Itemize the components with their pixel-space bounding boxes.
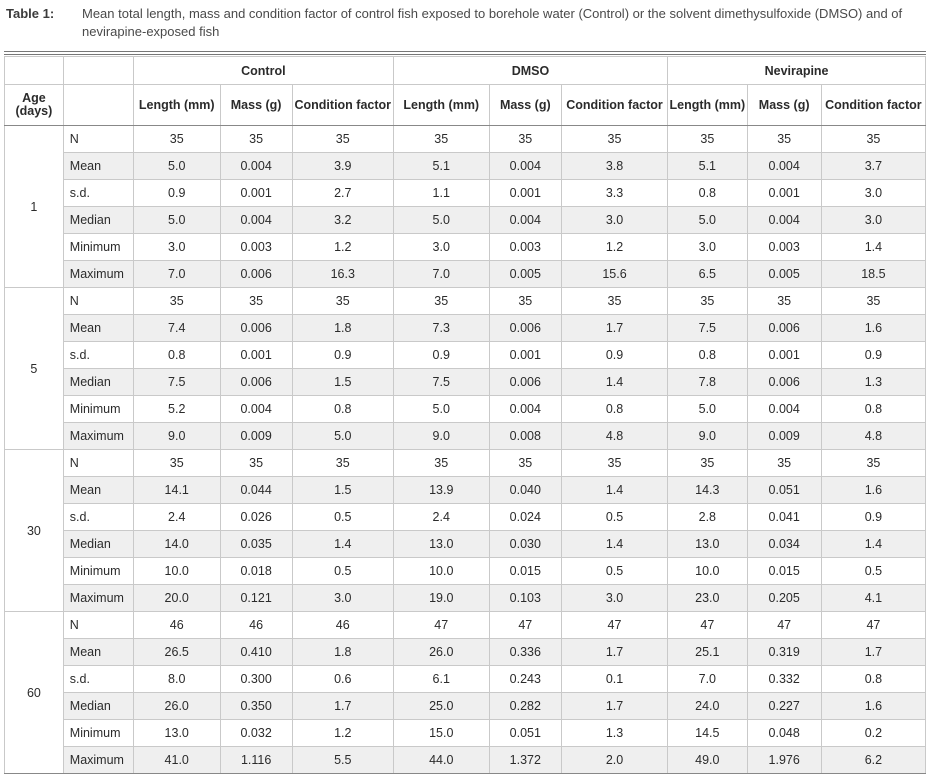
age-header: Age (days) bbox=[5, 85, 64, 126]
table-row bbox=[5, 747, 926, 774]
table-row bbox=[5, 207, 926, 234]
value-cell: 14.0 bbox=[133, 531, 220, 558]
value-cell: 47 bbox=[561, 612, 667, 639]
value-cell: 47 bbox=[393, 612, 489, 639]
value-cell: 14.3 bbox=[668, 477, 747, 504]
value-cell: 7.0 bbox=[133, 261, 220, 288]
value-cell: 35 bbox=[561, 126, 667, 153]
table-row bbox=[5, 261, 926, 288]
table-row bbox=[5, 423, 926, 450]
stat-label: Mean bbox=[63, 153, 133, 180]
value-cell: 0.9 bbox=[292, 342, 393, 369]
value-cell: 0.103 bbox=[489, 585, 561, 612]
table-row bbox=[5, 585, 926, 612]
value-cell: 1.2 bbox=[292, 720, 393, 747]
value-cell: 0.319 bbox=[747, 639, 821, 666]
value-cell: 0.006 bbox=[747, 369, 821, 396]
value-cell: 2.8 bbox=[668, 504, 747, 531]
value-cell: 46 bbox=[220, 612, 292, 639]
stat-label: Mean bbox=[63, 639, 133, 666]
value-cell: 1.7 bbox=[561, 315, 667, 342]
value-cell: 26.0 bbox=[133, 693, 220, 720]
value-cell: 0.004 bbox=[220, 396, 292, 423]
stat-label: Minimum bbox=[63, 234, 133, 261]
value-cell: 0.026 bbox=[220, 504, 292, 531]
value-cell: 0.009 bbox=[747, 423, 821, 450]
value-cell: 35 bbox=[489, 288, 561, 315]
value-cell: 1.4 bbox=[292, 531, 393, 558]
value-cell: 10.0 bbox=[668, 558, 747, 585]
table-row bbox=[5, 180, 926, 207]
value-cell: 3.0 bbox=[561, 207, 667, 234]
value-cell: 35 bbox=[561, 450, 667, 477]
value-cell: 46 bbox=[292, 612, 393, 639]
value-cell: 0.006 bbox=[220, 261, 292, 288]
value-cell: 4.1 bbox=[821, 585, 925, 612]
stat-label: N bbox=[63, 612, 133, 639]
age-cell: 60 bbox=[5, 612, 64, 774]
value-cell: 15.6 bbox=[561, 261, 667, 288]
value-cell: 0.040 bbox=[489, 477, 561, 504]
column-header: Condition factor bbox=[821, 85, 925, 126]
stat-label: Maximum bbox=[63, 261, 133, 288]
stat-label: Maximum bbox=[63, 585, 133, 612]
value-cell: 0.2 bbox=[821, 720, 925, 747]
table-row bbox=[5, 153, 926, 180]
value-cell: 0.8 bbox=[561, 396, 667, 423]
value-cell: 0.024 bbox=[489, 504, 561, 531]
value-cell: 2.4 bbox=[393, 504, 489, 531]
value-cell: 7.3 bbox=[393, 315, 489, 342]
value-cell: 0.015 bbox=[489, 558, 561, 585]
value-cell: 3.0 bbox=[561, 585, 667, 612]
value-cell: 5.0 bbox=[393, 207, 489, 234]
table-row bbox=[5, 477, 926, 504]
value-cell: 8.0 bbox=[133, 666, 220, 693]
value-cell: 3.0 bbox=[821, 207, 925, 234]
value-cell: 0.9 bbox=[821, 342, 925, 369]
table-row bbox=[5, 639, 926, 666]
value-cell: 0.044 bbox=[220, 477, 292, 504]
column-header: Length (mm) bbox=[133, 85, 220, 126]
value-cell: 0.5 bbox=[292, 558, 393, 585]
value-cell: 2.7 bbox=[292, 180, 393, 207]
value-cell: 3.0 bbox=[821, 180, 925, 207]
top-rule-1 bbox=[4, 51, 926, 52]
value-cell: 1.6 bbox=[821, 477, 925, 504]
table-row bbox=[5, 234, 926, 261]
table-row bbox=[5, 288, 926, 315]
value-cell: 0.034 bbox=[747, 531, 821, 558]
stat-label: Mean bbox=[63, 315, 133, 342]
value-cell: 35 bbox=[668, 288, 747, 315]
value-cell: 5.5 bbox=[292, 747, 393, 774]
column-header: Length (mm) bbox=[393, 85, 489, 126]
value-cell: 1.3 bbox=[561, 720, 667, 747]
value-cell: 5.0 bbox=[133, 153, 220, 180]
value-cell: 0.001 bbox=[747, 342, 821, 369]
value-cell: 0.004 bbox=[489, 207, 561, 234]
value-cell: 0.006 bbox=[747, 315, 821, 342]
column-header: Mass (g) bbox=[220, 85, 292, 126]
value-cell: 0.003 bbox=[220, 234, 292, 261]
value-cell: 1.1 bbox=[393, 180, 489, 207]
value-cell: 1.4 bbox=[561, 477, 667, 504]
value-cell: 35 bbox=[821, 288, 925, 315]
value-cell: 0.243 bbox=[489, 666, 561, 693]
top-rule-2 bbox=[4, 54, 926, 55]
value-cell: 1.4 bbox=[821, 531, 925, 558]
value-cell: 5.1 bbox=[668, 153, 747, 180]
stat-label: s.d. bbox=[63, 666, 133, 693]
value-cell: 0.051 bbox=[489, 720, 561, 747]
value-cell: 35 bbox=[821, 450, 925, 477]
value-cell: 0.9 bbox=[821, 504, 925, 531]
value-cell: 5.2 bbox=[133, 396, 220, 423]
value-cell: 47 bbox=[668, 612, 747, 639]
table-row bbox=[5, 315, 926, 342]
value-cell: 1.6 bbox=[821, 315, 925, 342]
value-cell: 0.004 bbox=[489, 396, 561, 423]
group-header-dmso: DMSO bbox=[393, 57, 667, 85]
value-cell: 23.0 bbox=[668, 585, 747, 612]
value-cell: 1.7 bbox=[821, 639, 925, 666]
value-cell: 0.005 bbox=[489, 261, 561, 288]
value-cell: 3.0 bbox=[292, 585, 393, 612]
stat-label: Minimum bbox=[63, 396, 133, 423]
value-cell: 1.7 bbox=[292, 693, 393, 720]
value-cell: 1.7 bbox=[561, 693, 667, 720]
value-cell: 1.6 bbox=[821, 693, 925, 720]
value-cell: 0.004 bbox=[489, 153, 561, 180]
value-cell: 7.5 bbox=[668, 315, 747, 342]
value-cell: 7.5 bbox=[393, 369, 489, 396]
value-cell: 4.8 bbox=[821, 423, 925, 450]
stat-label: s.d. bbox=[63, 342, 133, 369]
value-cell: 0.1 bbox=[561, 666, 667, 693]
value-cell: 35 bbox=[220, 288, 292, 315]
value-cell: 1.4 bbox=[821, 234, 925, 261]
value-cell: 0.336 bbox=[489, 639, 561, 666]
value-cell: 0.006 bbox=[489, 369, 561, 396]
value-cell: 1.372 bbox=[489, 747, 561, 774]
value-cell: 35 bbox=[133, 126, 220, 153]
value-cell: 46 bbox=[133, 612, 220, 639]
value-cell: 13.0 bbox=[133, 720, 220, 747]
value-cell: 0.5 bbox=[561, 504, 667, 531]
value-cell: 13.0 bbox=[393, 531, 489, 558]
value-cell: 0.003 bbox=[489, 234, 561, 261]
value-cell: 6.1 bbox=[393, 666, 489, 693]
value-cell: 4.8 bbox=[561, 423, 667, 450]
value-cell: 41.0 bbox=[133, 747, 220, 774]
value-cell: 3.3 bbox=[561, 180, 667, 207]
value-cell: 25.0 bbox=[393, 693, 489, 720]
stat-label: s.d. bbox=[63, 180, 133, 207]
value-cell: 35 bbox=[220, 450, 292, 477]
value-cell: 0.9 bbox=[561, 342, 667, 369]
value-cell: 13.0 bbox=[668, 531, 747, 558]
value-cell: 35 bbox=[747, 126, 821, 153]
value-cell: 3.0 bbox=[133, 234, 220, 261]
value-cell: 10.0 bbox=[133, 558, 220, 585]
stat-label: N bbox=[63, 126, 133, 153]
table-row bbox=[5, 666, 926, 693]
value-cell: 0.8 bbox=[668, 342, 747, 369]
value-cell: 35 bbox=[292, 288, 393, 315]
value-cell: 1.5 bbox=[292, 369, 393, 396]
value-cell: 35 bbox=[133, 288, 220, 315]
value-cell: 35 bbox=[393, 450, 489, 477]
age-cell: 5 bbox=[5, 288, 64, 450]
value-cell: 5.0 bbox=[668, 207, 747, 234]
value-cell: 26.5 bbox=[133, 639, 220, 666]
table-row bbox=[5, 126, 926, 153]
value-cell: 1.2 bbox=[561, 234, 667, 261]
value-cell: 7.0 bbox=[668, 666, 747, 693]
value-cell: 0.282 bbox=[489, 693, 561, 720]
value-cell: 35 bbox=[668, 450, 747, 477]
value-cell: 14.5 bbox=[668, 720, 747, 747]
column-header: Mass (g) bbox=[747, 85, 821, 126]
column-header: Length (mm) bbox=[668, 85, 747, 126]
value-cell: 1.8 bbox=[292, 315, 393, 342]
bottom-rule bbox=[4, 773, 926, 774]
value-cell: 15.0 bbox=[393, 720, 489, 747]
value-cell: 5.0 bbox=[393, 396, 489, 423]
value-cell: 3.7 bbox=[821, 153, 925, 180]
value-cell: 35 bbox=[747, 288, 821, 315]
value-cell: 0.5 bbox=[292, 504, 393, 531]
stat-label: N bbox=[63, 450, 133, 477]
stat-label: Median bbox=[63, 531, 133, 558]
value-cell: 0.5 bbox=[561, 558, 667, 585]
value-cell: 0.006 bbox=[489, 315, 561, 342]
value-cell: 7.4 bbox=[133, 315, 220, 342]
group-header-row bbox=[5, 57, 926, 85]
value-cell: 35 bbox=[489, 126, 561, 153]
value-cell: 9.0 bbox=[133, 423, 220, 450]
table-row bbox=[5, 531, 926, 558]
value-cell: 24.0 bbox=[668, 693, 747, 720]
value-cell: 6.5 bbox=[668, 261, 747, 288]
value-cell: 0.410 bbox=[220, 639, 292, 666]
value-cell: 3.2 bbox=[292, 207, 393, 234]
value-cell: 47 bbox=[747, 612, 821, 639]
value-cell: 0.205 bbox=[747, 585, 821, 612]
value-cell: 3.0 bbox=[668, 234, 747, 261]
table-row bbox=[5, 504, 926, 531]
value-cell: 14.1 bbox=[133, 477, 220, 504]
table-row bbox=[5, 369, 926, 396]
value-cell: 0.300 bbox=[220, 666, 292, 693]
value-cell: 5.1 bbox=[393, 153, 489, 180]
table-row bbox=[5, 720, 926, 747]
value-cell: 1.5 bbox=[292, 477, 393, 504]
stat-label: s.d. bbox=[63, 504, 133, 531]
value-cell: 0.001 bbox=[220, 180, 292, 207]
value-cell: 5.0 bbox=[668, 396, 747, 423]
value-cell: 0.035 bbox=[220, 531, 292, 558]
stat-label: Median bbox=[63, 207, 133, 234]
value-cell: 35 bbox=[393, 126, 489, 153]
value-cell: 47 bbox=[489, 612, 561, 639]
value-cell: 16.3 bbox=[292, 261, 393, 288]
blank-header bbox=[5, 57, 64, 85]
value-cell: 0.015 bbox=[747, 558, 821, 585]
value-cell: 3.9 bbox=[292, 153, 393, 180]
value-cell: 0.227 bbox=[747, 693, 821, 720]
value-cell: 3.8 bbox=[561, 153, 667, 180]
value-cell: 3.0 bbox=[393, 234, 489, 261]
table-row bbox=[5, 612, 926, 639]
value-cell: 1.976 bbox=[747, 747, 821, 774]
value-cell: 35 bbox=[393, 288, 489, 315]
value-cell: 0.006 bbox=[220, 315, 292, 342]
blank-header bbox=[63, 57, 133, 85]
value-cell: 1.4 bbox=[561, 531, 667, 558]
value-cell: 0.009 bbox=[220, 423, 292, 450]
value-cell: 0.001 bbox=[747, 180, 821, 207]
stat-label: Minimum bbox=[63, 720, 133, 747]
value-cell: 35 bbox=[133, 450, 220, 477]
value-cell: 0.004 bbox=[220, 153, 292, 180]
value-cell: 0.8 bbox=[821, 666, 925, 693]
value-cell: 19.0 bbox=[393, 585, 489, 612]
value-cell: 7.0 bbox=[393, 261, 489, 288]
value-cell: 0.8 bbox=[668, 180, 747, 207]
value-cell: 49.0 bbox=[668, 747, 747, 774]
stat-label: N bbox=[63, 288, 133, 315]
value-cell: 9.0 bbox=[393, 423, 489, 450]
value-cell: 0.051 bbox=[747, 477, 821, 504]
value-cell: 0.9 bbox=[133, 180, 220, 207]
value-cell: 9.0 bbox=[668, 423, 747, 450]
value-cell: 0.005 bbox=[747, 261, 821, 288]
value-cell: 1.7 bbox=[561, 639, 667, 666]
value-cell: 0.332 bbox=[747, 666, 821, 693]
stat-label: Median bbox=[63, 369, 133, 396]
value-cell: 18.5 bbox=[821, 261, 925, 288]
stat-label: Median bbox=[63, 693, 133, 720]
value-cell: 7.5 bbox=[133, 369, 220, 396]
value-cell: 35 bbox=[292, 126, 393, 153]
value-cell: 0.001 bbox=[220, 342, 292, 369]
value-cell: 0.6 bbox=[292, 666, 393, 693]
value-cell: 44.0 bbox=[393, 747, 489, 774]
value-cell: 35 bbox=[292, 450, 393, 477]
value-cell: 0.006 bbox=[220, 369, 292, 396]
table-row bbox=[5, 558, 926, 585]
column-header: Mass (g) bbox=[489, 85, 561, 126]
value-cell: 0.8 bbox=[292, 396, 393, 423]
value-cell: 5.0 bbox=[292, 423, 393, 450]
value-cell: 0.001 bbox=[489, 342, 561, 369]
value-cell: 0.048 bbox=[747, 720, 821, 747]
value-cell: 2.0 bbox=[561, 747, 667, 774]
value-cell: 0.032 bbox=[220, 720, 292, 747]
value-cell: 35 bbox=[489, 450, 561, 477]
value-cell: 5.0 bbox=[133, 207, 220, 234]
value-cell: 35 bbox=[747, 450, 821, 477]
value-cell: 10.0 bbox=[393, 558, 489, 585]
value-cell: 0.350 bbox=[220, 693, 292, 720]
value-cell: 1.116 bbox=[220, 747, 292, 774]
table-label: Table 1: bbox=[6, 6, 55, 21]
stat-header bbox=[63, 85, 133, 126]
value-cell: 0.004 bbox=[747, 153, 821, 180]
value-cell: 0.041 bbox=[747, 504, 821, 531]
age-cell: 1 bbox=[5, 126, 64, 288]
value-cell: 35 bbox=[821, 126, 925, 153]
value-cell: 35 bbox=[561, 288, 667, 315]
table-row bbox=[5, 693, 926, 720]
column-header: Condition factor bbox=[561, 85, 667, 126]
column-header: Condition factor bbox=[292, 85, 393, 126]
value-cell: 2.4 bbox=[133, 504, 220, 531]
value-cell: 25.1 bbox=[668, 639, 747, 666]
caption-text: Mean total length, mass and condition factor of control fish exposed to borehole water (Control) or the solvent dimethysulfoxide (DMSO) and of nevirapine-exposed fish bbox=[82, 6, 903, 39]
value-cell: 20.0 bbox=[133, 585, 220, 612]
group-header-nevirapine: Nevirapine bbox=[668, 57, 926, 85]
value-cell: 0.121 bbox=[220, 585, 292, 612]
value-cell: 0.004 bbox=[220, 207, 292, 234]
value-cell: 0.001 bbox=[489, 180, 561, 207]
value-cell: 0.8 bbox=[821, 396, 925, 423]
value-cell: 47 bbox=[821, 612, 925, 639]
data-table bbox=[4, 56, 926, 774]
value-cell: 0.9 bbox=[393, 342, 489, 369]
value-cell: 1.8 bbox=[292, 639, 393, 666]
group-header-control: Control bbox=[133, 57, 393, 85]
age-cell: 30 bbox=[5, 450, 64, 612]
stat-label: Maximum bbox=[63, 423, 133, 450]
value-cell: 1.3 bbox=[821, 369, 925, 396]
stat-label: Maximum bbox=[63, 747, 133, 774]
stat-label: Mean bbox=[63, 477, 133, 504]
value-cell: 35 bbox=[668, 126, 747, 153]
value-cell: 0.004 bbox=[747, 396, 821, 423]
table-caption bbox=[6, 5, 926, 41]
value-cell: 1.4 bbox=[561, 369, 667, 396]
value-cell: 7.8 bbox=[668, 369, 747, 396]
value-cell: 26.0 bbox=[393, 639, 489, 666]
value-cell: 1.2 bbox=[292, 234, 393, 261]
value-cell: 0.003 bbox=[747, 234, 821, 261]
table-row bbox=[5, 396, 926, 423]
value-cell: 0.8 bbox=[133, 342, 220, 369]
value-cell: 0.004 bbox=[747, 207, 821, 234]
value-cell: 0.018 bbox=[220, 558, 292, 585]
value-cell: 13.9 bbox=[393, 477, 489, 504]
value-cell: 0.5 bbox=[821, 558, 925, 585]
table-row bbox=[5, 450, 926, 477]
column-header-row bbox=[5, 85, 926, 126]
stat-label: Minimum bbox=[63, 558, 133, 585]
table-row bbox=[5, 342, 926, 369]
value-cell: 35 bbox=[220, 126, 292, 153]
value-cell: 6.2 bbox=[821, 747, 925, 774]
value-cell: 0.030 bbox=[489, 531, 561, 558]
value-cell: 0.008 bbox=[489, 423, 561, 450]
